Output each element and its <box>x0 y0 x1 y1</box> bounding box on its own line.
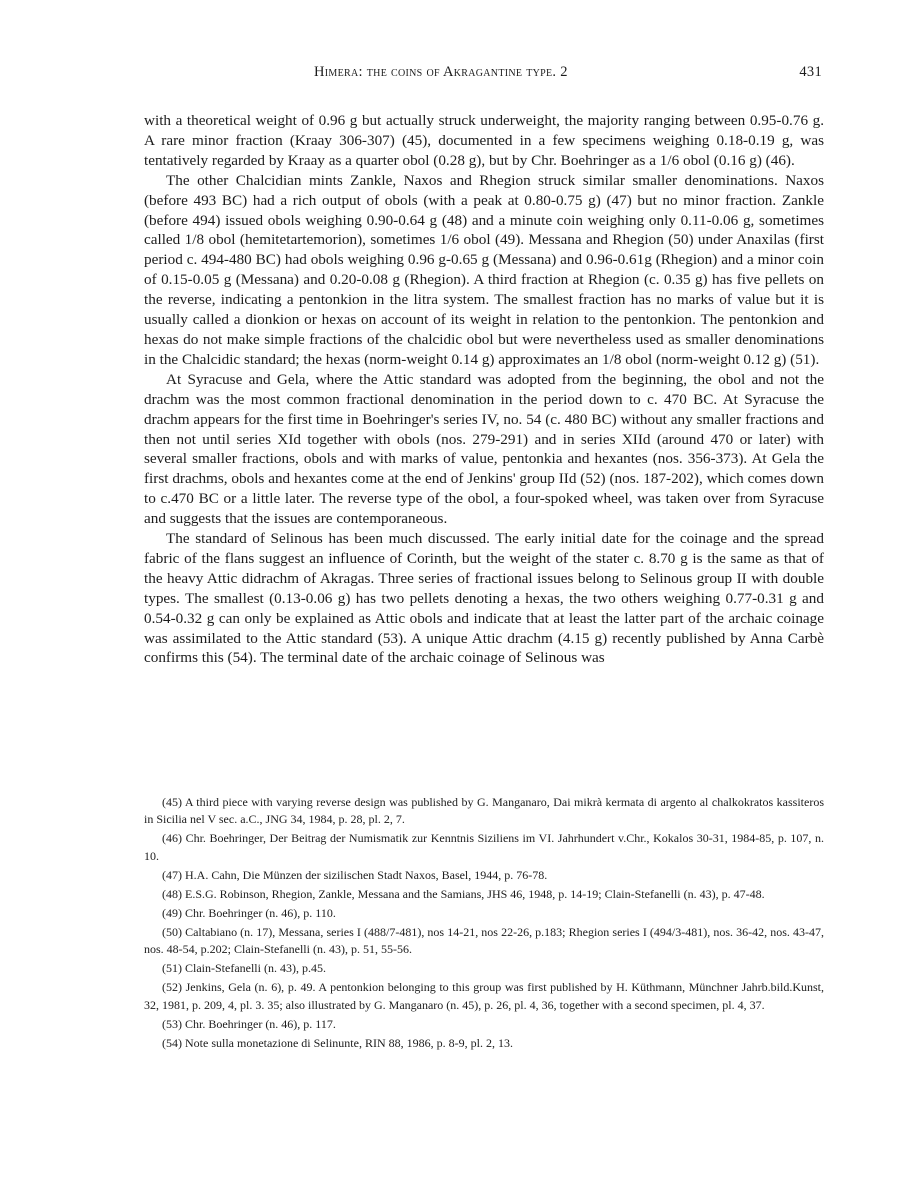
footnote-54: (54) Note sulla monetazione di Selinunte, RIN 88, 1986, p. 8-9, pl. 2, 13. <box>162 1035 513 1050</box>
footnote-48: (48) E.S.G. Robinson, Rhegion, Zankle, Messana and the Samians, JHS 46, 1948, p. 14-19; Clain-Stefanelli (n. 43), p. 47-48. <box>162 886 765 901</box>
paragraph-1: with a theoretical weight of 0.96 g but actually struck underweight, the majority ranging between 0.95-0.76 g. A rare minor fraction (Kraay 306-307) (45), documented in a few specimens weighing 0.18-0.19 g, was tentatively regarded by Kraay as a quarter obol (0.28 g), but by Chr. Boehringer as a 1/6 obol (0.16 g) (46). <box>144 112 824 169</box>
footnote-51: (51) Clain-Stefanelli (n. 43), p.45. <box>162 961 326 976</box>
footnote-53: (53) Chr. Boehringer (n. 46), p. 117. <box>162 1016 336 1031</box>
footnote-46: (46) Chr. Boehringer, Der Beitrag der Numismatik zur Kenntnis Siziliens im VI. Jahrhundert v.Chr., Kokalos 30-31, 1984-85, p. 107, n. 10. <box>144 831 824 863</box>
footnote-47: (47) H.A. Cahn, Die Münzen der sizilischen Stadt Naxos, Basel, 1944, p. 76-78. <box>162 867 548 882</box>
running-title-part1: Himera <box>314 64 359 80</box>
paragraph-2: The other Chalcidian mints Zankle, Naxos and Rhegion struck similar smaller denominations. Naxos (before 493 BC) had a rich output of obols (with a peak at 0.80-0.75 g) (47) but no minor fraction. Zankle (before 494) issued obols weighing 0.90-0.64 g (48) and a minute coin weighing only 0.11-0.06 g, sometimes called 1/8 obol (hemitetartemorion), sometimes 1/6 obol (49). Messana and Rhegion (50) under Anaxilas (first period c. 494-480 BC) had obols weighing 0.96 g-0.65 g (Messana) and 0.96-0.61g (Rhegion) and a minor coin of 0.15-0.05 g (Messana) and 0.20-0.08 g (Rhegion). A third fraction at Rhegion (c. 0.35 g) has five pellets on the reverse, indicating a pentonkion in the litra system. The smallest fraction has no marks of value but it is usually called a dionkion or hexas on account of its weight in relation to the pentonkion. The pentonkion and hexas do not make simple fractions of the chalcidic obol but were nevertheless used as smaller denominations in the Chalcidic standard; the hexas (norm-weight 0.14 g) approximates an 1/8 obol (norm-weight 0.12 g) (51). <box>144 171 824 368</box>
running-title-part2: the coins of Akragantine type. 2 <box>366 64 568 80</box>
footnote-50: (50) Caltabiano (n. 17), Messana, series I (488/7-481), nos 14-21, nos 22-26, p.183; Rhegion series I (494/3-481), nos. 36-42, nos. 43-47, nos. 48-54, p.202; Clain-Stefanelli (n. 43), p. 51, 55-56. <box>144 924 824 957</box>
footnote-49: (49) Chr. Boehringer (n. 46), p. 110. <box>162 905 336 920</box>
body-text <box>144 111 824 668</box>
footnotes <box>144 794 824 1054</box>
footnote-45: (45) A third piece with varying reverse design was published by G. Manganaro, Dai mikrà kermata di argento al chalkokratos kassiteros in Sicilia nel V sec. a.C., JNG 34, 1984, p. 28, pl. 2, 7. <box>144 795 824 827</box>
footnote-52: (52) Jenkins, Gela (n. 6), p. 49. A pentonkion belonging to this group was first published by H. Küthmann, Münchner Jahrb.bild.Kunst, 32, 1981, p. 209, 4, pl. 3. 35; also illustrated by G. Manganaro (n. 45), p. 26, pl. 4, 36, together with a second specimen, pl. 4, 37. <box>144 980 824 1012</box>
running-title-separator: : <box>358 64 367 80</box>
paragraph-3: At Syracuse and Gela, where the Attic standard was adopted from the beginning, the obol and not the drachm was the most common fractional denomination in the period down to c. 470 BC. At Syracuse the drachm appears for the first time in Boehringer's series IV, no. 54 (c. 480 BC) without any smaller fractions and then not until series XId together with obols (nos. 279-291) and in series XIId (around 470 or later) with several smaller fractions, obols and with marks of value, pentonkia and hexantes (nos. 356-373). At Gela the first drachms, obols and hexantes come at the end of Jenkins' group IId (52) (nos. 187-202), which comes down to c.470 BC or a little later. The reverse type of the obol, a four-spoked wheel, was taken over from Syracuse and suggests that the issues are contemporaneous. <box>144 370 824 528</box>
running-header <box>146 64 822 84</box>
running-title <box>314 64 568 81</box>
paragraph-4: The standard of Selinous has been much discussed. The early initial date for the coinage and the spread fabric of the flans suggest an influence of Corinth, but the weight of the stater c. 8.70 g is the same as that of the heavy Attic didrachm of Akragas. Three series of fractional issues belong to Selinous group II with double types. The smallest (0.13-0.06 g) has two pellets denoting a hexas, the two others weighing 0.77-0.31 g and 0.54-0.32 g can only be explained as Attic obols and indicate that at least the latter part of the archaic coinage was assimilated to the Attic standard (53). A unique Attic drachm (4.15 g) recently published by Anna Carbè confirms this (54). The terminal date of the archaic coinage of Selinous was <box>144 530 824 667</box>
page-number: 431 <box>799 64 822 80</box>
